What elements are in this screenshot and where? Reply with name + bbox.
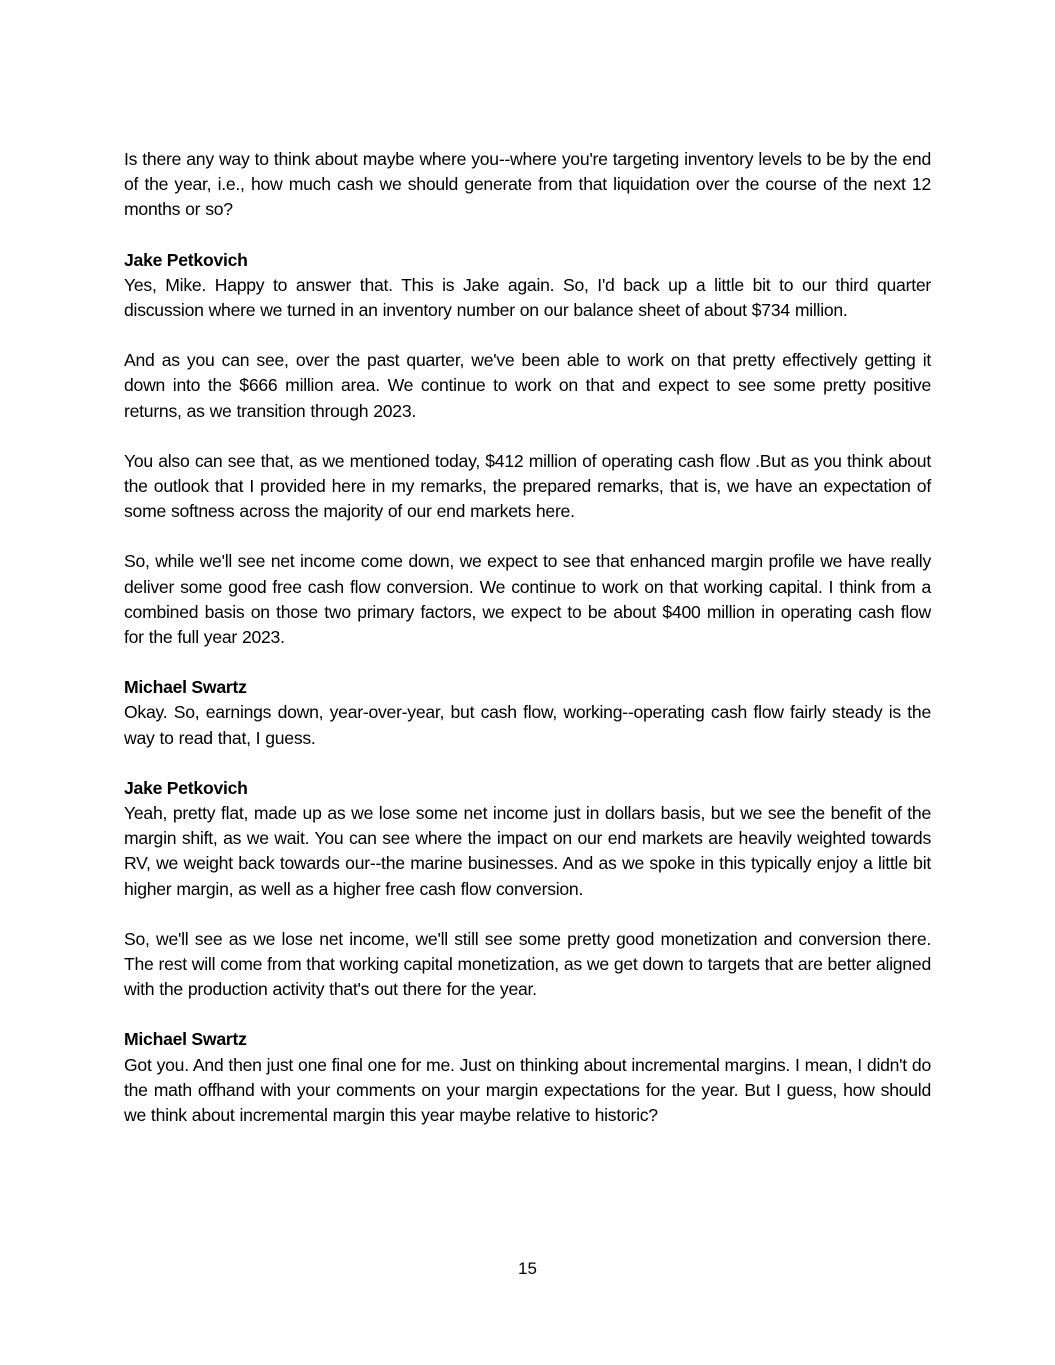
transcript-paragraph: So, we'll see as we lose net income, we'll still see some pretty good monetization and conversion there. The rest will come from that working capital monetization, as we get down to targets that are better aligned with the production activity that's out there for the year. — [124, 928, 931, 1000]
speaker-name: Jake Petkovich — [124, 777, 248, 798]
transcript-paragraph: Is there any way to think about maybe where you--where you're targeting inventory levels to be by the end of the year, i.e., how much cash we should generate from that liquidation over the course of the next 12 months or so? — [124, 149, 931, 220]
transcript-paragraph: So, while we'll see net income come down, we expect to see that enhanced margin profile we have really deliver some good free cash flow conversion. We continue to work on that working capital. I think from a combined basis on those two primary factors, we expect to be about $400 million in operating cash flow for the full year 2023. — [124, 551, 931, 648]
transcript-paragraph: You also can see that, as we mentioned today, $412 million of operating cash flow .But as you think about the outlook that I provided here in my remarks, the prepared remarks, that is, we have an expectation of some softness across the majority of our end markets here. — [124, 450, 931, 522]
transcript-block — [124, 1027, 931, 1128]
transcript-block — [124, 675, 931, 751]
transcript-body — [124, 147, 931, 1153]
speaker-name: Michael Swartz — [124, 677, 247, 698]
page-number: 15 — [518, 1259, 537, 1278]
transcript-paragraph: Got you. And then just one final one for me. Just on thinking about incremental margins. I mean, I didn't do the math offhand with your comments on your margin expectations for the year. But I guess, how should we think about incremental margin this year maybe relative to historic? — [124, 1054, 931, 1126]
transcript-block — [124, 147, 931, 223]
transcript-block — [124, 776, 931, 1003]
transcript-paragraph: Okay. So, earnings down, year-over-year, but cash flow, working--operating cash flow fairly steady is the way to read that, I guess. — [124, 702, 931, 748]
speaker-name: Jake Petkovich — [124, 249, 248, 270]
transcript-paragraph: Yeah, pretty flat, made up as we lose some net income just in dollars basis, but we see the benefit of the margin shift, as we wait. You can see where the impact on our end markets are heavily weighted towards RV, we weight back towards our--the marine businesses. And as we spoke in this typically enjoy a little bit higher margin, as well as a higher free cash flow conversion. — [124, 803, 931, 899]
transcript-paragraph: Yes, Mike. Happy to answer that. This is Jake again. So, I'd back up a little bit to our third quarter discussion where we turned in an inventory number on our balance sheet of about $734 million. — [124, 274, 931, 321]
transcript-paragraph: And as you can see, over the past quarter, we've been able to work on that pretty effectively getting it down into the $666 million area. We continue to work on that and expect to see some pretty positive returns, as we transition through 2023. — [124, 350, 931, 421]
speaker-name: Michael Swartz — [124, 1029, 247, 1050]
transcript-block — [124, 248, 931, 651]
